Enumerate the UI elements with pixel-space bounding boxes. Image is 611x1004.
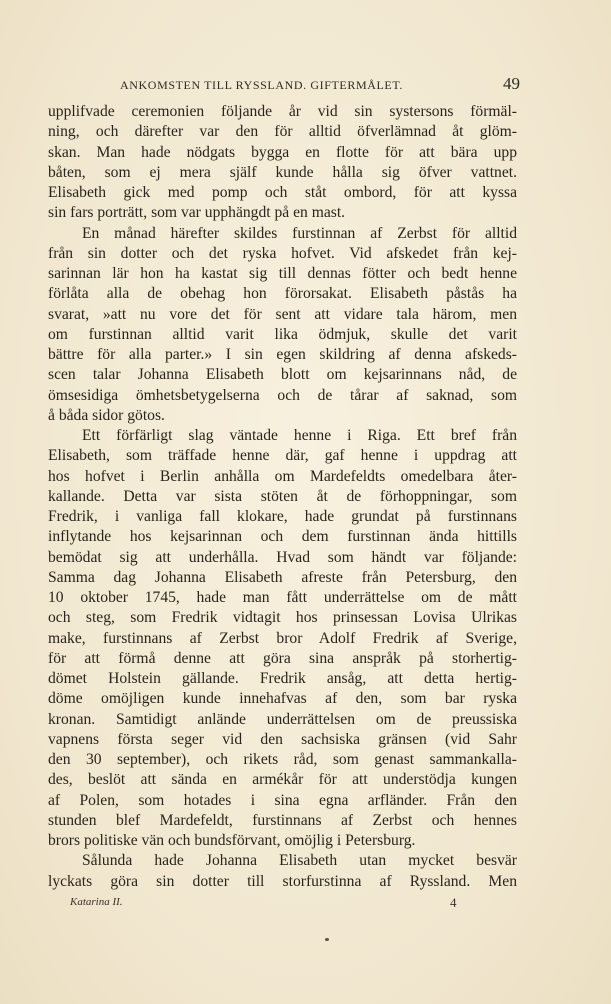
page-number: 49 bbox=[503, 74, 520, 93]
text-line: kallande. Detta var sista stöten åt de förhoppningar, som bbox=[48, 487, 517, 505]
text-line: svarat, »att nu vore det för sent att vidare tala härom, men bbox=[48, 305, 517, 323]
text-line: Elisabeth, som träffade henne där, gaf henne i uppdrag att bbox=[48, 447, 517, 465]
text-line: sin fars porträtt, som var upphängdt på en mast. bbox=[48, 204, 346, 222]
text-line: scen talar Johanna Elisabeth blott om kejsarinnans nåd, de bbox=[48, 366, 517, 384]
text-line: Samma dag Johanna Elisabeth afreste från Petersburg, den bbox=[48, 568, 517, 586]
text-line: brors politiske vän och bundsförvant, omöjlig i Petersburg. bbox=[48, 832, 416, 849]
text-line: make, furstinnans af Zerbst bror Adolf Fredrik af Sverige, bbox=[48, 629, 517, 647]
paper-speck bbox=[325, 938, 329, 941]
text-line: bättre för alla parter.» I sin egen skildring af denna afskeds- bbox=[48, 346, 517, 363]
text-line: å båda sidor götos. bbox=[48, 406, 165, 424]
text-line: döme omöjligen kunde innehafvas af den, som bar ryska bbox=[48, 690, 517, 708]
text-line: bemödat sig att underhålla. Hvad som händt var följande: bbox=[48, 548, 517, 566]
text-line: Elisabeth gick med pomp och ståt ombord, för att kyssa bbox=[48, 184, 517, 201]
text-line: upplifvade ceremonien följande år vid sin systersons förmäl- bbox=[48, 103, 517, 120]
body-text bbox=[48, 102, 517, 892]
page-header bbox=[44, 74, 520, 98]
text-line: om furstinnan alltid varit lika ödmjuk, skulle det varit bbox=[48, 325, 517, 343]
text-line: sarinnan lär hon ha kastat sig till dennas fötter och bedt henne bbox=[48, 265, 517, 282]
sheet-number: 4 bbox=[450, 895, 457, 910]
text-line: lyckats göra sin dotter till storfurstinna af Ryssland. Men bbox=[48, 872, 517, 890]
text-line: dömet Holstein gällande. Fredrik ansåg, att detta hertig- bbox=[48, 670, 517, 687]
text-line: Ett förfärligt slag väntade henne i Riga. Ett bref från bbox=[82, 427, 517, 444]
text-line: inflytande hos kejsarinnan och dem furstinnan ända hittills bbox=[48, 528, 517, 546]
text-line: ömsesidiga ömhetsbetygelserna och de tårar af saknad, som bbox=[48, 386, 517, 404]
text-line: En månad härefter skildes furstinnan af Zerbst för alltid bbox=[82, 224, 517, 242]
text-line: hos hofvet i Berlin anhålla om Mardefeldts omedelbara åter- bbox=[48, 467, 517, 485]
text-line: stunden blef Mardefeldt, furstinnans af Zerbst och hennes bbox=[48, 811, 517, 829]
text-line: 10 oktober 1745, hade man fått underrättelse om de mått bbox=[48, 589, 517, 606]
text-line: skan. Man hade nödgats bygga en flotte för att bära upp bbox=[48, 143, 517, 161]
text-line: Fredrik, i vanliga fall klokare, hade grundat på furstinnans bbox=[48, 508, 517, 525]
text-line: ning, och därefter var den för alltid öfverlämnad åt glöm- bbox=[48, 123, 517, 141]
running-head: ANKOMSTEN TILL RYSSLAND. GIFTERMÅLET. bbox=[120, 78, 403, 92]
page-footer bbox=[70, 896, 470, 916]
text-line: för att förmå denne att göra sina anspråk på storhertig- bbox=[48, 649, 517, 667]
text-line: och steg, som Fredrik vidtagit hos prinsessan Lovisa Ulrikas bbox=[48, 609, 517, 627]
text-line: af Polen, som hotades i sina egna arfländer. Från den bbox=[48, 791, 517, 809]
text-line: från sin dotter och det ryska hofvet. Vid afskedet från kej- bbox=[48, 244, 517, 262]
text-line: kronan. Samtidigt anlände underrättelsen om de preussiska bbox=[48, 710, 517, 728]
text-line: Sålunda hade Johanna Elisabeth utan mycket besvär bbox=[82, 852, 517, 870]
signature-mark: Katarina II. bbox=[70, 896, 123, 908]
text-line: båten, som ej mera själf kunde hålla sig öfver vattnet. bbox=[48, 163, 517, 181]
text-line: den 30 september), och rikets råd, som genast sammankalla- bbox=[48, 751, 517, 768]
text-line: des, beslöt att sända en armékår för att understödja kungen bbox=[48, 771, 517, 789]
text-line: vapnens första seger vid den sachsiska gränsen (vid Sahr bbox=[48, 730, 517, 748]
text-line: förlåta alla de obehag hon förorsakat. Elisabeth påstås ha bbox=[48, 285, 517, 303]
